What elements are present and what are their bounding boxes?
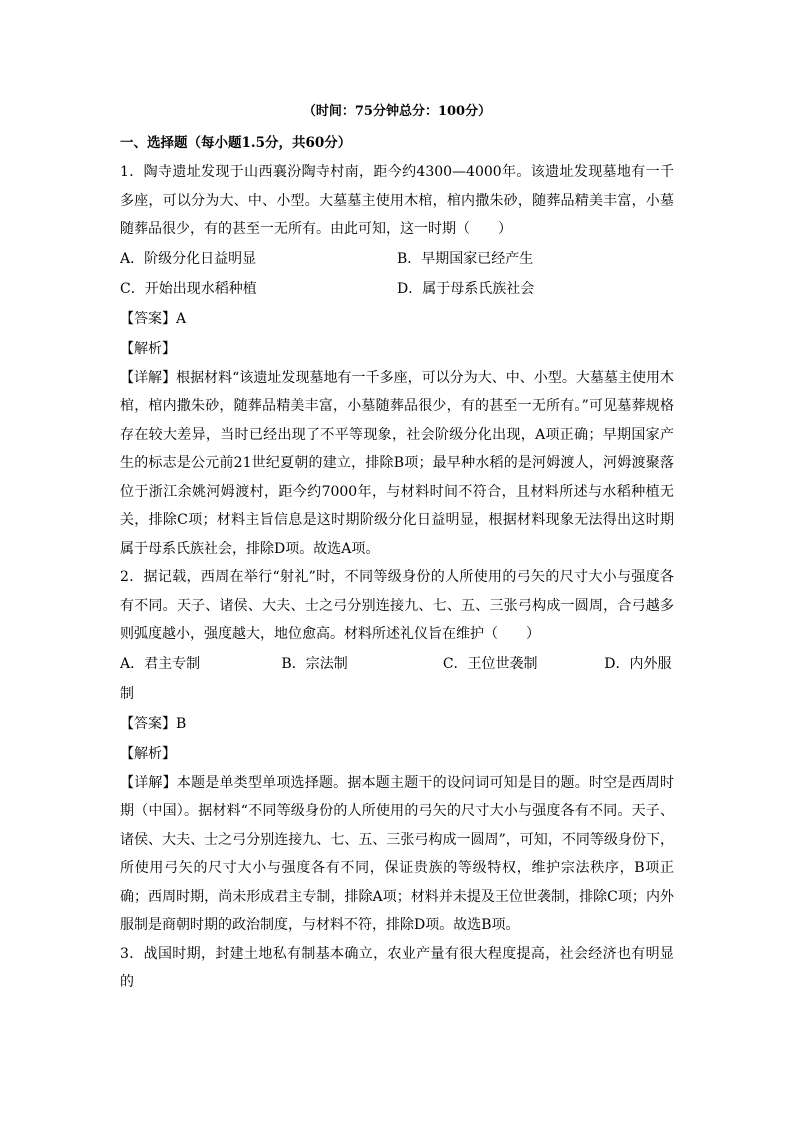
question-3-stem: 3．战国时期，封建土地私有制基本确立，农业产量有很大程度提高，社会经济也有明显的 — [120, 945, 674, 990]
question-1 — [120, 158, 674, 563]
question-1-options-row-2 — [120, 274, 674, 304]
question-2-analysis-label: 【解析】 — [120, 745, 176, 762]
question-2-option-d-wrap: 制 — [120, 685, 134, 702]
exam-header: （时间：75分钟总分：100分） — [302, 104, 492, 119]
question-1-stem: 1．陶寺遗址发现于山西襄汾陶寺村南，距今约4300—4000年。该遗址发现墓地有一千多座，可以分为大、中、小型。大墓墓主使用木棺，棺内撒朱砂，随葬品精美丰富，小墓随葬品很少，有的甚至一无所有。由此可知，这一时期（ ） — [120, 164, 674, 237]
question-2 — [120, 563, 674, 940]
question-1-option-a: A．阶级分化日益明显 — [120, 250, 257, 267]
question-1-option-c: C．开始出现水稻种植 — [120, 280, 257, 297]
question-2-options-row — [120, 649, 674, 679]
question-1-option-b: B．早期国家已经产生 — [397, 250, 534, 267]
question-2-option-c: C．王位世袭制 — [442, 655, 538, 672]
question-1-option-d: D．属于母系氏族社会 — [397, 280, 535, 297]
question-3 — [120, 940, 674, 997]
question-2-option-a: A．君主专制 — [120, 655, 201, 672]
question-2-detail: 【详解】本题是单类型单项选择题。据本题主题干的设问词可知是目的题。时空是西周时期（中国）。据材料“不同等级身份的人所使用的弓矢的尺寸大小与强度各有不同。天子、诸侯、大夫、士之弓分别连接九、七、五、三张弓构成一圆周”，可知，不同等级身份下，所使用弓矢的尺寸大小与强度各有不同，保证贵族的等级特权，维护宗法秩序，B项正确；西周时期，尚未形成君主专制，排除A项；材料并未提及王位世袭制，排除C项；内外服制是商朝时期的政治制度，与材料不符，排除D项。故选B项。 — [120, 774, 674, 933]
question-2-stem: 2．据记载，西周在举行“射礼”时，不同等级身份的人所使用的弓矢的尺寸大小与强度各有不同。天子、诸侯、大夫、士之弓分别连接九、七、五、三张弓构成一圆周，合弓越多则弧度越小，强度越大，地位愈高。材料所述礼仪旨在维护（ ） — [120, 569, 674, 642]
question-2-answer: 【答案】B — [120, 715, 187, 732]
section-title: 一、选择题（每小题1.5分，共60分） — [120, 135, 352, 151]
question-1-options-row-1 — [120, 244, 674, 274]
question-2-option-d: D．内外服 — [604, 655, 672, 672]
question-1-detail: 【详解】根据材料“该遗址发现墓地有一千多座，可以分为大、中、小型。大墓墓主使用木棺，棺内撒朱砂，随葬品精美丰富，小墓随葬品很少，有的甚至一无所有。”可见墓葬规格存在较大差异，当时已经出现了不平等现象，社会阶级分化出现，A项正确；早期国家产生的标志是公元前21世纪夏朝的建立，排除B项；最早种水稻的是河姆渡人，河姆渡聚落位于浙江余姚河姆渡村，距今约7000年，与材料时间不符合，且材料所述与水稻种植无关，排除C项；材料主旨信息是这时期阶级分化日益明显，根据材料现象无法得出这时期属于母系氏族社会，排除D项。故选A项。 — [120, 369, 674, 557]
question-1-analysis-label: 【解析】 — [120, 340, 176, 357]
question-1-answer: 【答案】A — [120, 310, 187, 327]
question-2-option-b: B．宗法制 — [281, 655, 348, 672]
